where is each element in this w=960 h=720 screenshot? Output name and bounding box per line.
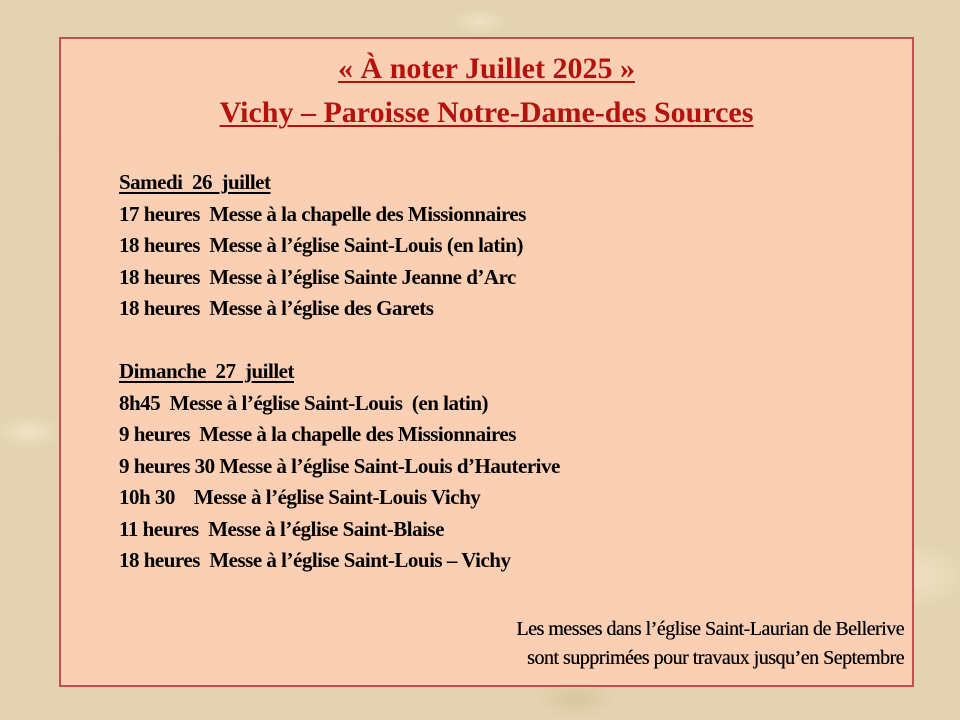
schedule-item: 11 heures Messe à l’église Saint-Blaise	[119, 516, 444, 541]
mass-schedule	[119, 167, 560, 577]
note-line: sont supprimées pour travaux jusqu’en Septembre	[527, 647, 904, 669]
schedule-item: 9 heures Messe à la chapelle des Missionnaires	[119, 422, 516, 446]
schedule-item: 8h45 Messe à l’église Saint-Louis (en latin)	[119, 390, 488, 415]
schedule-item: 9 heures 30 Messe à l’église Saint-Louis d’Hauterive	[119, 453, 560, 478]
schedule-item: 17 heures Messe à la chapelle des Missionnaires	[119, 201, 526, 226]
announcement-panel	[59, 37, 914, 687]
closure-note	[516, 615, 904, 673]
title-month: « À noter Juillet 2025 »	[338, 52, 635, 85]
note-line: Les messes dans l’église Saint-Laurian de Bellerive	[516, 618, 904, 640]
section-gap	[119, 325, 560, 357]
schedule-item: 18 heures Messe à l’église des Garets	[119, 296, 434, 320]
schedule-item: 18 heures Messe à l’église Saint-Louis – Vichy	[119, 548, 511, 572]
schedule-item: 18 heures Messe à l’église Saint-Louis (en latin)	[119, 233, 523, 257]
schedule-item: 10h 30 Messe à l’église Saint-Louis Vichy	[119, 485, 481, 509]
saturday-heading: Samedi 26 juillet	[119, 170, 271, 194]
schedule-item: 18 heures Messe à l’église Sainte Jeanne d’Arc	[119, 264, 516, 289]
sunday-heading: Dimanche 27 juillet	[119, 359, 294, 383]
title-parish: Vichy – Paroisse Notre-Dame-des Sources	[219, 96, 754, 129]
